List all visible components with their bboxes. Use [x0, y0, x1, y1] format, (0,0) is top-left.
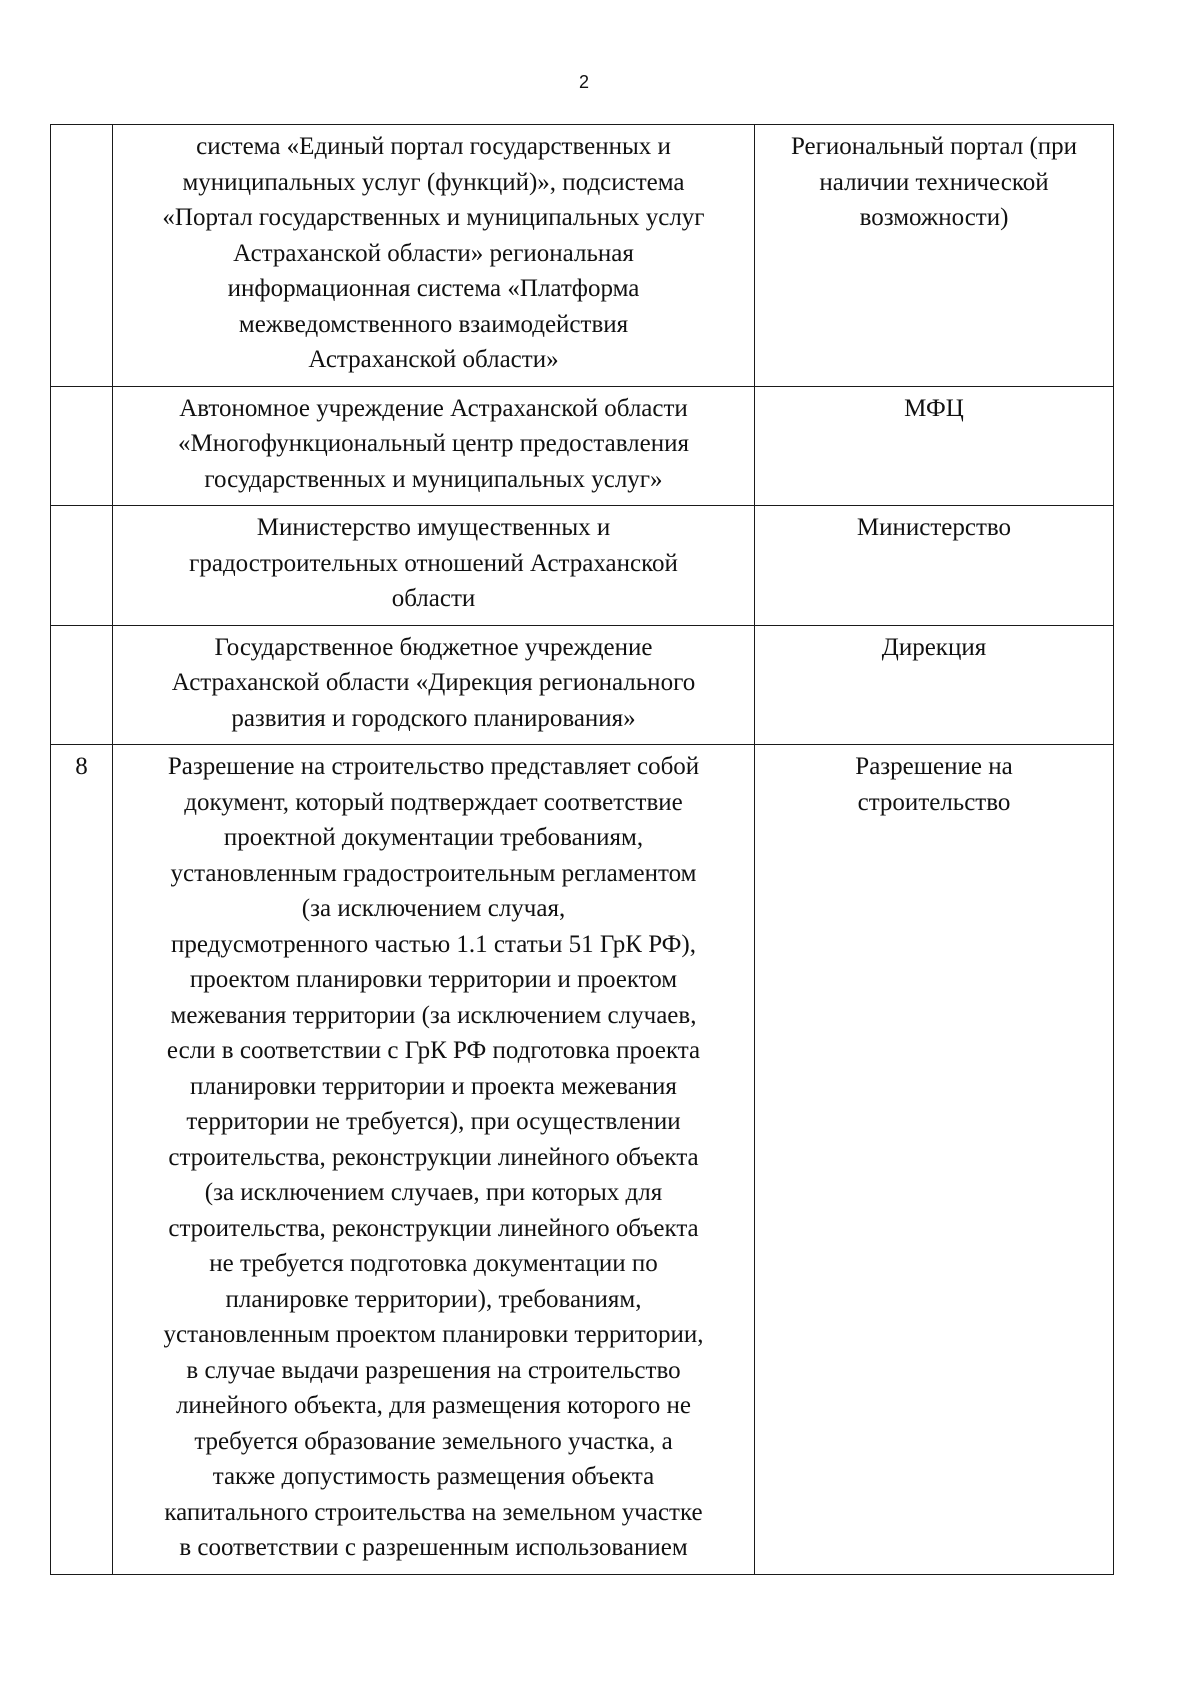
description-text: Разрешение на строительство представляет собой документ, который подтверждает соответствие проектной документации требованиям, установленным градостроительным регламентом (за исключением случая, предусмотренного частью 1.1 статьи 51 ГрК РФ), проектом планировки территории и проектом межевания территории (за исключением случаев, если в соответствии с ГрК РФ подготовка проекта планировки территории и проекта межевания территории не требуется), при осуществлении строительства, реконструкции линейного объекта (за исключением случаев, при которых для строительства, реконструкции линейного объекта не требуется подготовка документации по планировке территории), требованиям, установленным проектом планировки территории, в случае выдачи разрешения на строительство линейного объекта, для размещения которого не требуется образование земельного участка, а также допустимость размещения объекта капитального строительства на земельном участке в соответствии с разрешенным использованием [163, 753, 704, 1561]
short-name-text: Дирекция [881, 633, 987, 661]
description-text: Министерство имущественных и градостроительных отношений Астраханской области [189, 514, 678, 612]
description-cell [113, 506, 755, 626]
table-row [51, 386, 1114, 506]
short-name-text: Разрешение на строительство [855, 753, 1013, 816]
short-name-cell [755, 386, 1114, 506]
short-name-cell [755, 745, 1114, 1575]
description-cell [113, 625, 755, 745]
table-row [51, 625, 1114, 745]
row-number-cell [51, 125, 113, 387]
table-row [51, 745, 1114, 1575]
short-name-cell [755, 506, 1114, 626]
row-number-cell: 8 [51, 745, 113, 1575]
short-name-cell [755, 625, 1114, 745]
table-row [51, 125, 1114, 387]
row-number-cell [51, 506, 113, 626]
short-name-text: Региональный портал (при наличии технической возможности) [790, 133, 1078, 231]
description-text: Государственное бюджетное учреждение Астраханской области «Дирекция регионального развития и городского планирования» [171, 633, 696, 732]
row-number-cell [51, 625, 113, 745]
row-number-cell [51, 386, 113, 506]
page-number: 2 [578, 72, 589, 92]
description-cell [113, 125, 755, 387]
description-cell [113, 386, 755, 506]
description-text: Автономное учреждение Астраханской области «Многофункциональный центр предоставления государственных и муниципальных услуг» [177, 394, 690, 493]
description-text: система «Единый портал государственных и муниципальных услуг (функций)», подсистема «Портал государственных и муниципальных услуг Астраханской области» региональная информационная система «Платформа межведомственного взаимодействия Астраханской области» [162, 133, 705, 373]
short-name-cell [755, 125, 1114, 387]
table-row [51, 506, 1114, 626]
short-name-text: Министерство [856, 514, 1012, 541]
terms-table [50, 124, 1114, 1575]
description-cell [113, 745, 755, 1575]
short-name-text: МФЦ [904, 394, 964, 422]
